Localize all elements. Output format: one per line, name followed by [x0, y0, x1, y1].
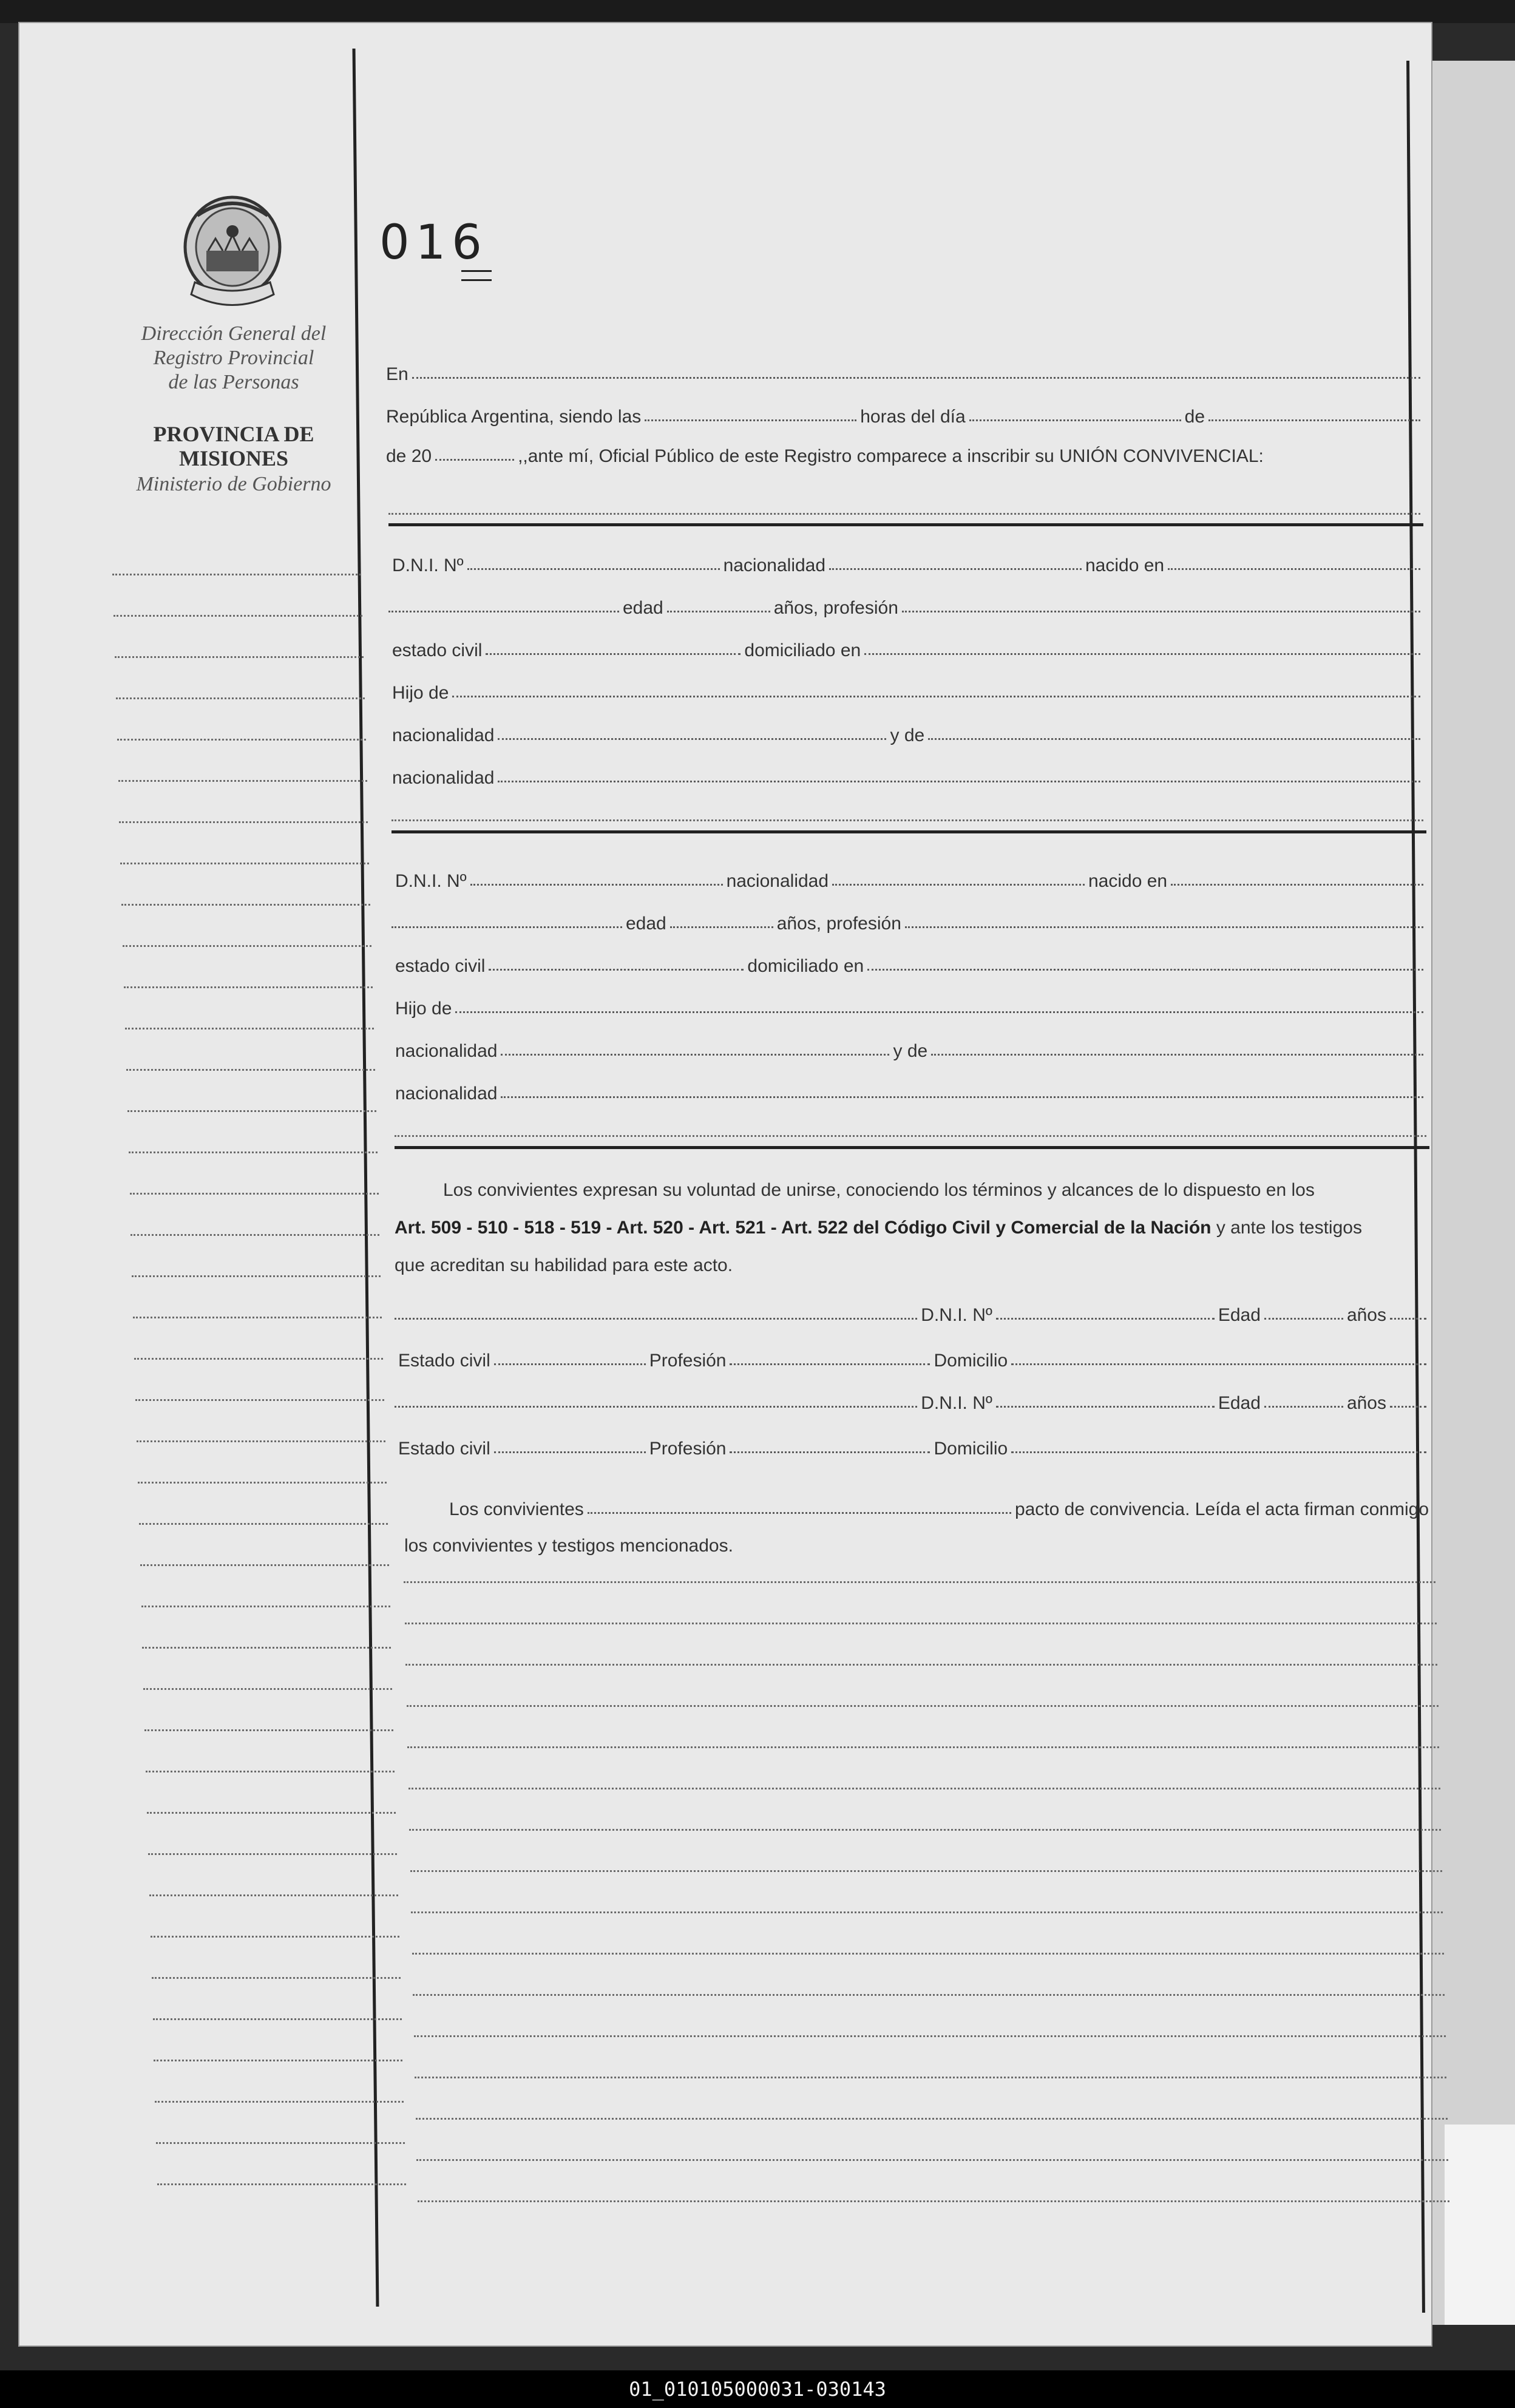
- blank-ruled-line[interactable]: [409, 1829, 1441, 1831]
- label-nacionalidad: nacionalidad: [395, 1084, 498, 1104]
- label-de20: de 20: [386, 446, 432, 466]
- declaration-line-2: [395, 1209, 1432, 1247]
- label-anos-profesion: años, profesión: [776, 914, 901, 934]
- label-dni: D.N.I. Nº: [921, 1393, 992, 1413]
- sidebar-line[interactable]: [129, 1151, 378, 1153]
- sidebar-personas: de las Personas: [168, 371, 299, 393]
- blank-ruled-line[interactable]: [414, 2035, 1446, 2037]
- intro-en-line[interactable]: [382, 358, 1420, 385]
- declaration-articles: Art. 509 - 510 - 518 - 519 - Art. 520 - Art. 521 - Art. 522 del Código Civil y Comercial de la Nación: [395, 1218, 1212, 1238]
- sidebar-line[interactable]: [114, 615, 362, 617]
- sidebar-line[interactable]: [137, 1440, 385, 1442]
- sidebar-line[interactable]: [118, 780, 367, 782]
- section-rule-1: [388, 523, 1423, 526]
- section-rule-3: [395, 1146, 1429, 1149]
- sidebar-line[interactable]: [154, 2060, 402, 2061]
- person1-edad-line[interactable]: [388, 592, 1420, 619]
- blank-ruled-line[interactable]: [404, 1581, 1435, 1583]
- sidebar-line[interactable]: [143, 1688, 392, 1690]
- blank-ruled-line[interactable]: [413, 1994, 1445, 1996]
- declaration-line-1: Los convivientes expresan su voluntad de unirse, conociendo los términos y alcances de lo dispuesto en los: [443, 1180, 1315, 1200]
- sidebar-registro: Registro Provincial: [153, 347, 314, 369]
- blank-ruled-line[interactable]: [412, 1953, 1444, 1955]
- blank-ruled-line[interactable]: [416, 2118, 1448, 2120]
- declaration-paragraph: [395, 1172, 1432, 1284]
- witness1-estado-line[interactable]: [395, 1345, 1426, 1371]
- person1-hijo-line[interactable]: [388, 677, 1420, 704]
- person2-estado-line[interactable]: [391, 950, 1423, 977]
- label-estado-civil: estado civil: [392, 640, 483, 660]
- declaration-line-3: que acreditan su habilidad para este acto.: [395, 1255, 733, 1275]
- misiones-crest-icon: [179, 191, 285, 316]
- label-anos: años: [1346, 1393, 1386, 1413]
- label-hijo-de: Hijo de: [392, 683, 449, 703]
- sidebar-line[interactable]: [138, 1482, 387, 1484]
- sidebar-ministerio: Ministerio de Gobierno: [136, 473, 331, 495]
- sidebar-line[interactable]: [157, 2183, 406, 2185]
- sidebar-line[interactable]: [141, 1606, 390, 1607]
- label-nacionalidad: nacionalidad: [395, 1041, 498, 1061]
- sidebar-line[interactable]: [112, 574, 361, 575]
- sidebar-misiones: MISIONES: [178, 446, 289, 470]
- label-estado-civil: Estado civil: [398, 1439, 490, 1459]
- person1-padres-line[interactable]: [388, 719, 1420, 746]
- label-y-de: y de: [893, 1041, 928, 1061]
- sidebar-line[interactable]: [133, 1317, 382, 1318]
- folio-number: 016: [379, 215, 488, 270]
- label-profesion: Profesión: [649, 1351, 727, 1371]
- sidebar-line[interactable]: [151, 1936, 399, 1938]
- sidebar-line[interactable]: [156, 2142, 405, 2144]
- label-anos: años: [1346, 1305, 1386, 1325]
- sidebar-direccion: Dirección General del: [141, 322, 327, 345]
- sidebar-line[interactable]: [127, 1110, 376, 1112]
- label-domiciliado: domiciliado en: [747, 956, 864, 976]
- witness2-estado-line[interactable]: [395, 1433, 1426, 1459]
- sidebar-line[interactable]: [130, 1193, 379, 1195]
- label-domicilio: Domicilio: [934, 1439, 1008, 1459]
- sidebar-line[interactable]: [155, 2101, 404, 2103]
- sidebar-line[interactable]: [142, 1647, 391, 1649]
- intro-republica-line[interactable]: [382, 401, 1420, 427]
- image-id: 01_010105000031-030143: [629, 2378, 886, 2401]
- sidebar-line[interactable]: [115, 656, 364, 658]
- label-nacionalidad: nacionalidad: [392, 725, 495, 745]
- label-closing-2: los convivientes y testigos mencionados.: [404, 1536, 733, 1556]
- blank-ruled-line[interactable]: [411, 1911, 1443, 1913]
- label-dni: D.N.I. Nº: [392, 555, 464, 575]
- person1-estado-line[interactable]: [388, 634, 1420, 661]
- person2-edad-line[interactable]: [391, 907, 1423, 934]
- sidebar-line[interactable]: [117, 739, 366, 741]
- label-de: de: [1184, 407, 1205, 427]
- label-edad: edad: [626, 914, 666, 934]
- sidebar-line[interactable]: [148, 1853, 397, 1855]
- sidebar-line[interactable]: [126, 1069, 375, 1071]
- top-edge: [0, 0, 1515, 23]
- sidebar-line[interactable]: [123, 945, 371, 947]
- label-domicilio: Domicilio: [934, 1351, 1008, 1371]
- label-edad: Edad: [1218, 1393, 1261, 1413]
- sidebar-line[interactable]: [130, 1234, 379, 1236]
- label-nacionalidad: nacionalidad: [392, 768, 495, 788]
- sidebar-provincia: PROVINCIA DE: [153, 422, 314, 446]
- label-horas: horas del día: [860, 407, 966, 427]
- witness2-dni-line[interactable]: [395, 1387, 1426, 1414]
- label-ante-mi: ,,ante mí, Oficial Público de este Registro comparece a inscribir su UNIÓN CONVIVENCIAL:: [518, 446, 1264, 466]
- label-edad: edad: [623, 598, 663, 618]
- witness1-dni-line[interactable]: [395, 1299, 1426, 1326]
- closing-line[interactable]: [401, 1493, 1432, 1520]
- blank-ruled-line[interactable]: [418, 2200, 1449, 2202]
- sidebar-line[interactable]: [124, 986, 373, 988]
- person1-dni-line[interactable]: [388, 549, 1420, 576]
- label-pacto: pacto de convivencia. Leída el acta firman conmigo: [1014, 1499, 1429, 1519]
- blank-ruled-line[interactable]: [410, 1870, 1442, 1872]
- label-y-de: y de: [890, 725, 925, 745]
- intro-de20-line[interactable]: [382, 440, 1420, 467]
- label-domiciliado: domiciliado en: [744, 640, 861, 660]
- label-en: En: [386, 364, 408, 384]
- sidebar-line[interactable]: [147, 1812, 396, 1814]
- label-nacido-en: nacido en: [1088, 871, 1168, 891]
- sidebar-line[interactable]: [135, 1399, 384, 1401]
- person2-padres-line[interactable]: [391, 1035, 1423, 1062]
- page-stack: [1432, 61, 1515, 2325]
- sidebar-line[interactable]: [144, 1729, 393, 1731]
- sidebar-line[interactable]: [116, 697, 365, 699]
- person2-hijo-line[interactable]: [391, 992, 1423, 1019]
- person2-nacionalidad-line[interactable]: [391, 1077, 1423, 1104]
- declaration-tail: y ante los testigos: [1211, 1218, 1362, 1238]
- label-estado-civil: estado civil: [395, 956, 486, 976]
- sidebar-line[interactable]: [149, 1894, 398, 1896]
- label-los-convivientes: Los convivientes: [449, 1499, 584, 1519]
- sidebar-line[interactable]: [119, 821, 368, 823]
- person1-blank-line[interactable]: [391, 819, 1423, 821]
- blank-ruled-line[interactable]: [415, 2077, 1446, 2078]
- label-republica: República Argentina, siendo las: [386, 407, 642, 427]
- blank-ruled-line[interactable]: [407, 1705, 1439, 1707]
- label-edad: Edad: [1218, 1305, 1261, 1325]
- sidebar-line[interactable]: [121, 904, 370, 906]
- label-hijo-de: Hijo de: [395, 999, 452, 1019]
- section-rule-2: [391, 830, 1426, 833]
- person1-nacionalidad-line[interactable]: [388, 762, 1420, 789]
- sidebar-line[interactable]: [120, 863, 369, 864]
- sidebar-line[interactable]: [152, 1977, 401, 1979]
- label-anos-profesion: años, profesión: [773, 598, 898, 618]
- person2-blank-line[interactable]: [395, 1135, 1426, 1137]
- page-stack-corner: [1445, 2125, 1515, 2325]
- closing-line-2: [401, 1530, 1432, 1556]
- label-dni: D.N.I. Nº: [395, 871, 467, 891]
- label-nacido-en: nacido en: [1085, 555, 1165, 575]
- sidebar-line[interactable]: [139, 1523, 388, 1525]
- sidebar-line[interactable]: [132, 1275, 381, 1277]
- label-nacionalidad: nacionalidad: [726, 871, 829, 891]
- sidebar-line[interactable]: [125, 1028, 374, 1029]
- blank-ruled-line[interactable]: [405, 1664, 1437, 1666]
- sidebar-line[interactable]: [153, 2018, 402, 2020]
- blank-ruled-line[interactable]: [408, 1788, 1440, 1789]
- person2-dni-line[interactable]: [391, 865, 1423, 892]
- sidebar-line[interactable]: [134, 1358, 383, 1360]
- label-estado-civil: Estado civil: [398, 1351, 490, 1371]
- label-profesion: Profesión: [649, 1439, 727, 1459]
- image-id-bar: [0, 2370, 1515, 2408]
- blank-ruled-line[interactable]: [416, 2159, 1448, 2161]
- label-nacionalidad: nacionalidad: [723, 555, 826, 575]
- sidebar-line[interactable]: [146, 1771, 395, 1772]
- folio-underline: [461, 270, 492, 281]
- blank-ruled-line[interactable]: [407, 1746, 1439, 1748]
- blank-ruled-line[interactable]: [405, 1623, 1437, 1624]
- sidebar-line[interactable]: [140, 1564, 389, 1566]
- label-dni: D.N.I. Nº: [921, 1305, 992, 1325]
